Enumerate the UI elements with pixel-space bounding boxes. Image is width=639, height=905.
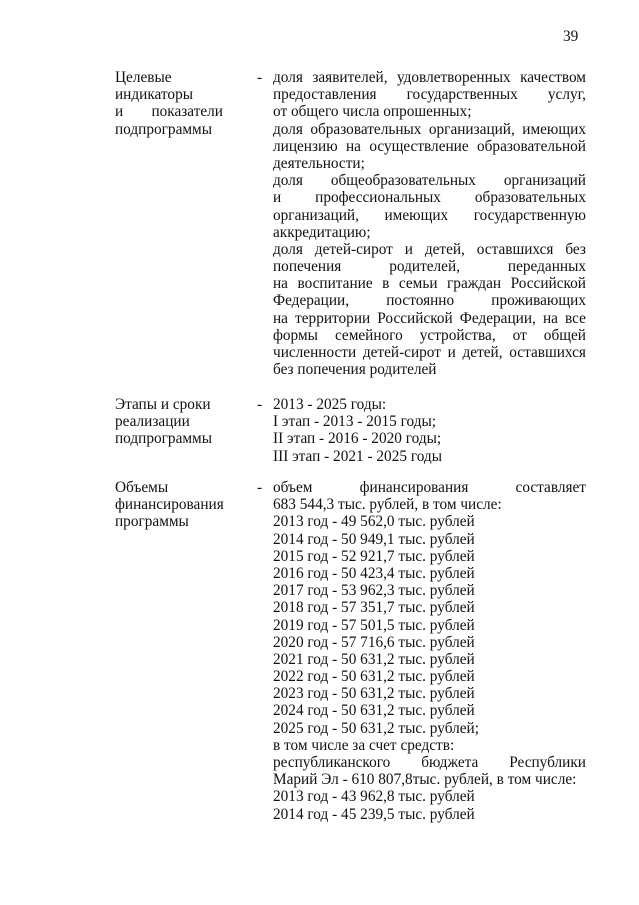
content-line-word: финансирования xyxy=(359,479,469,496)
content-line-word: от общего числа опрошенных; xyxy=(273,103,472,121)
content-line xyxy=(273,634,586,651)
section-content xyxy=(273,69,586,378)
content-line xyxy=(273,275,586,292)
label-line-word: показатели xyxy=(151,103,223,121)
content-line-word: воспитание xyxy=(297,275,373,293)
section-label xyxy=(115,69,223,138)
content-line xyxy=(273,361,586,378)
content-line-word: лицензию xyxy=(273,137,338,155)
content-line-word: Марий Эл - 610 807,8тыс. рублей, в том числе: xyxy=(273,771,577,789)
content-line-word: от xyxy=(512,326,527,344)
content-line-word: на xyxy=(273,275,288,293)
content-line-word: детей, xyxy=(462,344,503,361)
content-line xyxy=(273,806,586,823)
label-line xyxy=(115,86,223,103)
content-line-word: 2023 год - 50 631,2 тыс. рублей xyxy=(273,685,475,703)
section-dash: - xyxy=(257,479,263,496)
content-line-word: имеющих xyxy=(384,206,449,224)
content-line-word: образовательных xyxy=(310,120,422,138)
label-line-word: Этапы и сроки xyxy=(115,396,211,413)
content-line-word: территории xyxy=(295,309,371,327)
content-line-word: в xyxy=(382,275,390,293)
content-line xyxy=(273,754,586,771)
content-line xyxy=(273,155,586,172)
content-line-word: общеобразовательных xyxy=(330,172,476,190)
content-line-word: доля xyxy=(273,120,303,138)
content-line-word: детей-сирот xyxy=(362,344,441,361)
content-line xyxy=(273,189,586,206)
content-line xyxy=(273,651,586,668)
content-line-word: организаций xyxy=(503,172,586,190)
content-line-word: 2013 - 2025 годы: xyxy=(273,396,387,413)
label-line xyxy=(115,513,223,530)
content-line-word: профессиональных xyxy=(315,189,441,207)
content-line xyxy=(273,479,586,496)
content-line xyxy=(273,413,586,430)
content-line-word: 2017 год - 53 962,3 тыс. рублей xyxy=(273,582,475,600)
content-line-word: государственную xyxy=(473,206,586,224)
content-line xyxy=(273,496,586,513)
label-line-word: реализации xyxy=(115,413,190,431)
content-line xyxy=(273,241,586,258)
content-line xyxy=(273,103,586,120)
content-line-word: 683 544,3 тыс. рублей, в том числе: xyxy=(273,496,502,514)
label-line xyxy=(115,69,223,86)
content-line-word: устройства, xyxy=(419,326,496,344)
label-line-word: и xyxy=(115,103,124,121)
content-line xyxy=(273,565,586,582)
page-number: 39 xyxy=(563,28,579,45)
content-line-word: 2014 год - 50 949,1 тыс. рублей xyxy=(273,530,475,548)
content-line xyxy=(273,327,586,344)
content-line xyxy=(273,788,586,805)
content-line-word: на xyxy=(542,309,558,327)
content-line xyxy=(273,737,586,754)
content-line-word: и xyxy=(447,344,456,361)
content-line-word: II этап - 2016 - 2020 годы; xyxy=(273,430,442,448)
content-line-word: образовательной xyxy=(477,137,586,155)
content-line xyxy=(273,138,586,155)
content-line-word: переданных xyxy=(507,258,586,276)
content-line-word: осуществление xyxy=(369,137,469,155)
content-line-word: имеющих xyxy=(522,120,586,138)
content-line xyxy=(273,685,586,702)
content-line-word: составляет xyxy=(515,479,586,496)
label-line-word: индикаторы xyxy=(115,86,193,104)
label-line-word: подпрограммы xyxy=(115,120,213,138)
content-line-word: детей, xyxy=(424,240,465,258)
content-line-word: III этап - 2021 - 2025 годы xyxy=(273,447,442,465)
content-line-word: формы xyxy=(273,326,318,344)
content-line-word: услуг, xyxy=(547,86,586,104)
section-content xyxy=(273,479,586,823)
content-line-word: 2021 год - 50 631,2 тыс. рублей xyxy=(273,650,475,668)
section-dash: - xyxy=(257,396,263,413)
content-line-word: 2019 год - 57 501,5 тыс. рублей xyxy=(273,616,475,634)
content-line-word: оставшихся xyxy=(509,344,586,361)
content-line-word: I этап - 2013 - 2015 годы; xyxy=(273,413,437,431)
content-line-word: численности xyxy=(273,344,357,361)
content-line-word: Федерации, xyxy=(273,292,350,310)
section-label xyxy=(115,479,223,531)
content-line-word: 2013 год - 49 562,0 тыс. рублей xyxy=(273,513,475,531)
content-line-word: доля xyxy=(273,240,303,258)
content-line-word: 2018 год - 57 351,7 тыс. рублей xyxy=(273,599,475,617)
content-line xyxy=(273,617,586,634)
content-line-word: постоянно xyxy=(386,292,455,310)
content-line-word: на xyxy=(273,309,288,327)
content-line-word: 2015 год - 52 921,7 тыс. рублей xyxy=(273,547,475,565)
content-line xyxy=(273,720,586,737)
section-dash: - xyxy=(257,69,263,86)
content-line-word: 2016 год - 50 423,4 тыс. рублей xyxy=(273,564,475,582)
content-line-word: 2022 год - 50 631,2 тыс. рублей xyxy=(273,668,475,686)
label-line xyxy=(115,479,223,496)
content-line-word: Российской xyxy=(510,275,586,293)
content-line xyxy=(273,69,586,86)
label-line xyxy=(115,413,223,430)
label-line-word: Объемы xyxy=(115,479,169,496)
content-line-word: 2024 год - 50 631,2 тыс. рублей xyxy=(273,702,475,720)
label-line xyxy=(115,496,223,513)
label-line-word: финансирования xyxy=(115,496,224,514)
content-line xyxy=(273,513,586,530)
content-line-word: заявителей, xyxy=(312,69,388,86)
content-line xyxy=(273,310,586,327)
content-line xyxy=(273,224,586,241)
content-line-word: семейного xyxy=(334,326,403,344)
content-line-word: без xyxy=(565,240,586,258)
content-line-word: граждан xyxy=(447,275,502,293)
label-line xyxy=(115,103,223,120)
content-line-word: предоставления xyxy=(273,86,377,104)
content-line-word: доля xyxy=(273,69,303,86)
label-line xyxy=(115,430,223,447)
content-line-word: объем xyxy=(273,479,313,496)
content-line xyxy=(273,668,586,685)
content-line xyxy=(273,531,586,548)
content-line-word: родителей, xyxy=(389,258,460,276)
content-line xyxy=(273,258,586,275)
content-line-word: республиканского xyxy=(273,754,391,771)
content-line-word: семьи xyxy=(398,275,438,293)
content-line-word: Российской xyxy=(377,309,453,327)
label-line-word: программы xyxy=(115,513,189,531)
label-line xyxy=(115,396,223,413)
content-line-word: детей-сирот xyxy=(314,240,393,258)
content-line-word: организаций, xyxy=(273,206,359,224)
content-line-word: бюджета xyxy=(421,754,479,771)
content-line-word: и xyxy=(404,240,413,258)
content-line-word: Федерации, xyxy=(459,309,536,327)
content-line-word: оставшихся xyxy=(476,240,554,258)
content-line xyxy=(273,292,586,309)
content-line-word: и xyxy=(273,189,282,207)
label-line-word: подпрограммы xyxy=(115,430,213,448)
section-content xyxy=(273,396,586,465)
content-line-word: деятельности; xyxy=(273,154,365,172)
content-line xyxy=(273,582,586,599)
content-line-word: 2025 год - 50 631,2 тыс. рублей; xyxy=(273,719,479,737)
content-line-word: аккредитацию; xyxy=(273,223,371,241)
content-line-word: качеством xyxy=(520,69,586,86)
content-line-word: Республики xyxy=(509,754,586,771)
content-line xyxy=(273,396,586,413)
content-line xyxy=(273,344,586,361)
content-line-word: 2013 год - 43 962,8 тыс. рублей xyxy=(273,788,475,806)
content-line-word: все xyxy=(565,309,586,327)
content-line-word: 2014 год - 45 239,5 тыс. рублей xyxy=(273,805,475,823)
label-line xyxy=(115,121,223,138)
content-line xyxy=(273,86,586,103)
content-line-word: доля xyxy=(273,172,303,190)
content-line-word: удовлетворенных xyxy=(396,69,511,86)
content-line xyxy=(273,207,586,224)
content-line-word: образовательных xyxy=(474,189,586,207)
content-line xyxy=(273,771,586,788)
content-line-word: государственных xyxy=(406,86,518,104)
content-line-word: попечения xyxy=(273,258,342,276)
content-line-word: на xyxy=(346,137,361,155)
content-line-word: 2020 год - 57 716,6 тыс. рублей xyxy=(273,633,475,651)
content-line xyxy=(273,599,586,616)
label-line-word: Целевые xyxy=(115,69,172,86)
content-line xyxy=(273,172,586,189)
content-line xyxy=(273,548,586,565)
content-line-word: организаций, xyxy=(428,120,515,138)
section-label xyxy=(115,396,223,448)
content-line xyxy=(273,448,586,465)
content-line-word: проживающих xyxy=(491,292,586,310)
content-line-word: в том числе за счет средств: xyxy=(273,736,455,754)
content-line xyxy=(273,121,586,138)
content-line xyxy=(273,430,586,447)
content-line-word: без попечения родителей xyxy=(273,361,437,379)
content-line-word: общей xyxy=(543,326,586,344)
content-line xyxy=(273,702,586,719)
